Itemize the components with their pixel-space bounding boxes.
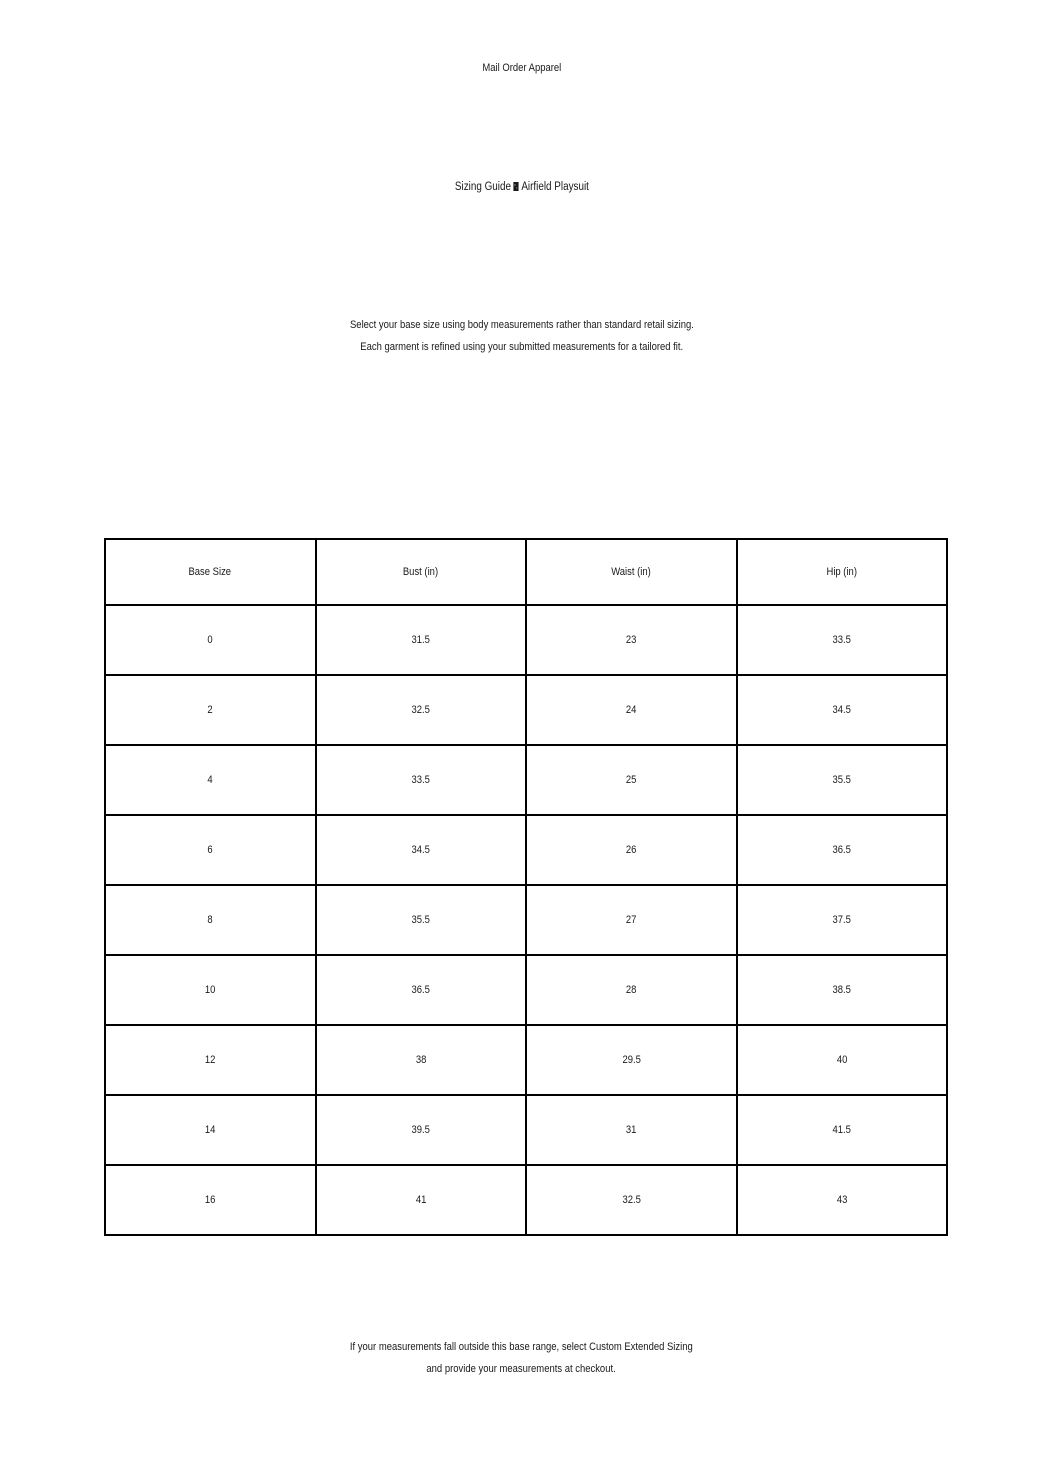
cell-value: 27 bbox=[625, 914, 637, 926]
table-cell-bust bbox=[316, 675, 527, 745]
cell-value: 12 bbox=[204, 1054, 216, 1066]
table-row bbox=[105, 1095, 947, 1165]
cell-value: 38 bbox=[415, 1054, 427, 1066]
column-header-bust: Bust (in) bbox=[316, 539, 527, 605]
table-cell-waist bbox=[526, 955, 737, 1025]
table-cell-waist bbox=[526, 885, 737, 955]
column-header-base-size: Base Size bbox=[105, 539, 316, 605]
footer-text bbox=[0, 1336, 1043, 1380]
table-cell-hip bbox=[737, 1165, 948, 1235]
cell-value: 35.5 bbox=[832, 774, 851, 786]
table-cell-base-size bbox=[105, 1165, 316, 1235]
table-cell-hip bbox=[737, 675, 948, 745]
table-cell-hip bbox=[737, 815, 948, 885]
cell-value: 26 bbox=[625, 844, 637, 856]
cell-value: 41 bbox=[415, 1194, 427, 1206]
cell-value: 36.5 bbox=[411, 984, 430, 996]
table-row bbox=[105, 1025, 947, 1095]
cell-value: 32.5 bbox=[622, 1194, 641, 1206]
cell-value: 28 bbox=[625, 984, 637, 996]
table-cell-bust bbox=[316, 955, 527, 1025]
missing-glyph-icon bbox=[513, 182, 518, 191]
table-cell-hip bbox=[737, 605, 948, 675]
title-text bbox=[454, 176, 588, 198]
cell-value: 35.5 bbox=[411, 914, 430, 926]
cell-value: 34.5 bbox=[411, 844, 430, 856]
table-cell-waist bbox=[526, 1165, 737, 1235]
size-table-body bbox=[105, 605, 947, 1235]
table-cell-base-size bbox=[105, 1095, 316, 1165]
page-title bbox=[0, 176, 1043, 198]
table-cell-hip bbox=[737, 745, 948, 815]
table-cell-base-size bbox=[105, 745, 316, 815]
table-row bbox=[105, 955, 947, 1025]
cell-value: 31.5 bbox=[411, 634, 430, 646]
table-row bbox=[105, 1165, 947, 1235]
column-header-waist: Waist (in) bbox=[526, 539, 737, 605]
table-cell-bust bbox=[316, 1095, 527, 1165]
footer-line-1: If your measurements fall outside this base range, select Custom Extended Sizing bbox=[350, 1341, 693, 1353]
title-suffix: Airfield Playsuit bbox=[520, 181, 589, 193]
table-cell-waist bbox=[526, 745, 737, 815]
table-row bbox=[105, 675, 947, 745]
cell-value: 4 bbox=[207, 774, 213, 786]
table-cell-bust bbox=[316, 1025, 527, 1095]
cell-value: 8 bbox=[207, 914, 213, 926]
table-cell-bust bbox=[316, 745, 527, 815]
table-cell-waist bbox=[526, 815, 737, 885]
cell-value: 24 bbox=[625, 704, 637, 716]
size-table-head bbox=[105, 539, 947, 605]
cell-value: 33.5 bbox=[411, 774, 430, 786]
intro-line-1: Select your base size using body measurements rather than standard retail sizing. bbox=[349, 319, 694, 331]
table-header-row bbox=[105, 539, 947, 605]
table-row bbox=[105, 885, 947, 955]
intro-text bbox=[0, 314, 1043, 358]
table-row bbox=[105, 815, 947, 885]
table-cell-base-size bbox=[105, 1025, 316, 1095]
table-row bbox=[105, 745, 947, 815]
table-cell-bust bbox=[316, 605, 527, 675]
cell-value: 25 bbox=[625, 774, 637, 786]
cell-value: 10 bbox=[204, 984, 216, 996]
table-cell-base-size bbox=[105, 885, 316, 955]
table-cell-waist bbox=[526, 1025, 737, 1095]
table-row bbox=[105, 605, 947, 675]
table-cell-hip bbox=[737, 1095, 948, 1165]
page-header-text: Mail Order Apparel bbox=[482, 62, 561, 74]
cell-value: 39.5 bbox=[411, 1124, 430, 1136]
table-cell-bust bbox=[316, 815, 527, 885]
cell-value: 32.5 bbox=[411, 704, 430, 716]
cell-value: 2 bbox=[207, 704, 213, 716]
table-cell-hip bbox=[737, 955, 948, 1025]
table-cell-base-size bbox=[105, 605, 316, 675]
table-cell-waist bbox=[526, 675, 737, 745]
table-cell-bust bbox=[316, 1165, 527, 1235]
intro-line-2: Each garment is refined using your submitted measurements for a tailored fit. bbox=[360, 341, 683, 353]
table-cell-hip bbox=[737, 885, 948, 955]
table-cell-base-size bbox=[105, 955, 316, 1025]
size-table bbox=[104, 538, 948, 1236]
table-cell-waist bbox=[526, 605, 737, 675]
cell-value: 37.5 bbox=[832, 914, 851, 926]
table-cell-hip bbox=[737, 1025, 948, 1095]
cell-value: 41.5 bbox=[832, 1124, 851, 1136]
cell-value: 36.5 bbox=[832, 844, 851, 856]
table-cell-base-size bbox=[105, 815, 316, 885]
cell-value: 38.5 bbox=[832, 984, 851, 996]
column-header-hip: Hip (in) bbox=[737, 539, 948, 605]
table-cell-base-size bbox=[105, 675, 316, 745]
table-cell-waist bbox=[526, 1095, 737, 1165]
cell-value: 29.5 bbox=[622, 1054, 641, 1066]
footer-line-2: and provide your measurements at checkout. bbox=[426, 1363, 617, 1375]
table-cell-bust bbox=[316, 885, 527, 955]
cell-value: 6 bbox=[207, 844, 213, 856]
cell-value: 23 bbox=[625, 634, 637, 646]
title-prefix: Sizing Guide bbox=[454, 181, 511, 193]
cell-value: 40 bbox=[836, 1054, 848, 1066]
cell-value: 43 bbox=[836, 1194, 848, 1206]
cell-value: 31 bbox=[625, 1124, 637, 1136]
cell-value: 0 bbox=[207, 634, 213, 646]
page-header bbox=[0, 57, 1043, 79]
cell-value: 34.5 bbox=[832, 704, 851, 716]
cell-value: 33.5 bbox=[832, 634, 851, 646]
cell-value: 14 bbox=[204, 1124, 216, 1136]
cell-value: 16 bbox=[204, 1194, 216, 1206]
